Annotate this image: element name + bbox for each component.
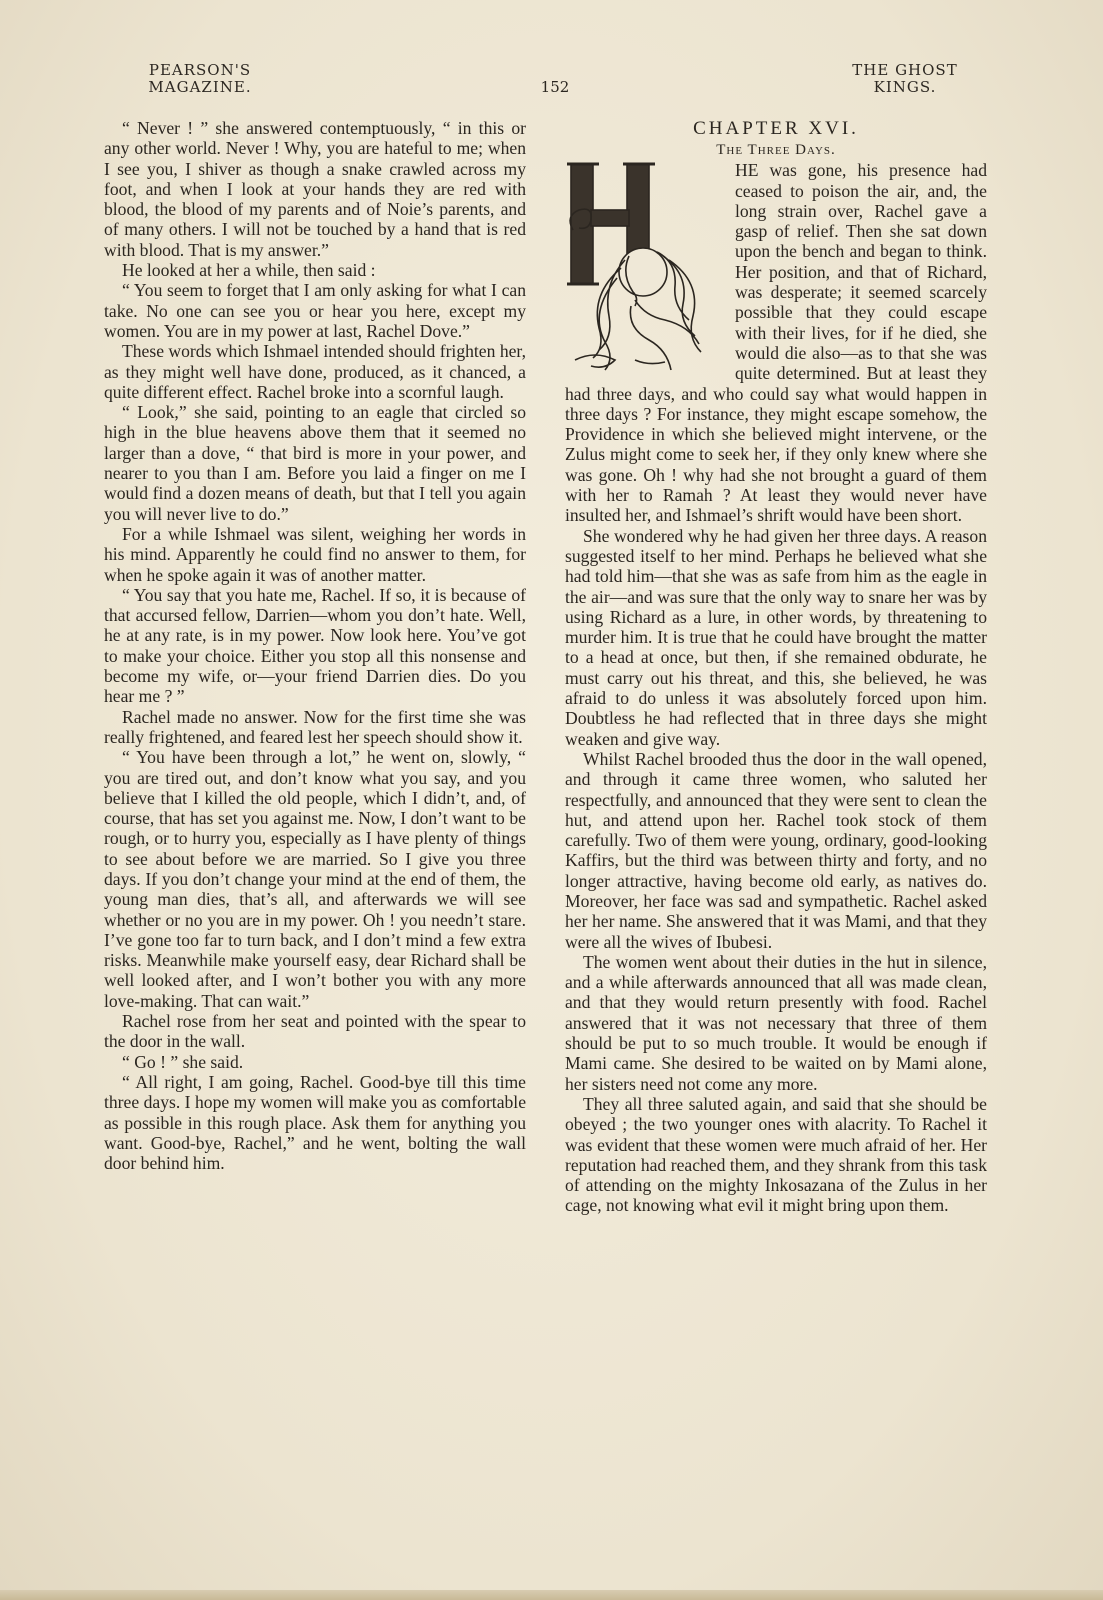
- paragraph: “ You have been through a lot,” he went on, slowly, “ you are tired out, and don’t know what you say, and you believe that I killed the old people, which I didn’t, and, of course, that has set you against me. Now, I don’t want to be rough, or to hurry you, especially as I have plenty of things to see about before we are married. So I give you three days. If you don’t change your mind at the end of them, the young man dies, that’s all, and afterwards we will see whether or no you are in my power. Oh ! you needn’t stare. I’ve gone too far to turn back, and I don’t mind a few extra risks. Meanwhile make yourself easy, dear Richard shall be well looked after, and I won’t bother you with any more love-making. That can wait.”: [104, 747, 526, 1011]
- paragraph: For a while Ishmael was silent, weighing her words in his mind. Apparently he could find no answer to them, for when he spoke again it was of another matter.: [104, 523, 526, 585]
- paragraph: “ Look,” she said, pointing to an eagle that circled so high in the blue heavens above them that it seemed no larger than a dove, “ that bird is more in your power, and nearer to you than I am. Before you laid a finger on me I would find a dozen means of death, but that I tell you again you will never live to do.”: [104, 402, 526, 524]
- paragraph: He looked at her a while, then said :: [122, 260, 376, 281]
- chapter-heading: CHAPTER XVI.: [693, 118, 859, 139]
- paragraph: “ All right, I am going, Rachel. Good-bye till this time three days. I hope my women will make you as comfortable as possible in this rough place. Ask them for anything you want. Good-bye, Rachel,” and he went, bolting the wall door behind him.: [104, 1071, 526, 1174]
- paragraph: They all three saluted again, and said that she should be obeyed ; the two younger ones with alacrity. To Rachel it was evident that these women were much afraid of her. Her reputation had reached them, and they shrank from this task of attending on the mighty Inkosazana of the Zulus in her cage, not knowing what evil it might bring upon them.: [565, 1093, 987, 1216]
- drop-cap-illustration: [565, 160, 725, 378]
- page-number: 152: [540, 78, 570, 96]
- paragraph: She wondered why he had given her three days. A reason suggested itself to her mind. Perhaps he believed what she had told him—that she was as safe from him as the eagle in the air—and was sure that the only way to snare her was by using Richard as a lure, in other words, by threatening to murder him. It is true that he could have brought the matter to a head at once, but then, if she remained obdurate, he must carry out his threat, and this, she believed, he was afraid to do unless it was absolutely forced upon him. Doubtless he had reflected that in three days she might weaken and give way.: [565, 525, 987, 749]
- paragraph: These words which Ishmael intended should frighten her, as they might well have done, produced, as it chanced, a quite different effect. Rachel broke into a scornful laugh.: [104, 341, 526, 402]
- story-title-line2: KINGS.: [873, 78, 937, 96]
- paragraph: Rachel made no answer. Now for the first time she was really frightened, and feared lest her speech should show it.: [104, 706, 526, 747]
- paragraph: “ You seem to forget that I am only asking for what I can take. No one can see you or hear you here, except my women. You are in my power at last, Rachel Dove.”: [104, 280, 526, 341]
- chapter-subtitle: The Three Days.: [716, 142, 836, 158]
- left-column: [104, 118, 526, 1173]
- paragraph: “ Go ! ” she said.: [122, 1051, 244, 1072]
- magazine-name-line2: MAGAZINE.: [148, 78, 252, 96]
- paragraph: “ Never ! ” she answered contemptuously, “ in this or any other world. Never ! Why, you are hateful to me; when I see you, I shiver as though a snake crawled across my foot, and when I look at your hands they are red with blood, the blood of my parents and of Noie’s parents, and of many others. I will not be touched by a hand that is red with blood. That is my answer.”: [104, 118, 526, 260]
- ornamental-initial-h-icon: [565, 160, 725, 378]
- story-title: THE GHOST: [852, 61, 958, 79]
- paragraph: “ You say that you hate me, Rachel. If so, it is because of that accursed fellow, Darrien—whom you don’t hate. Well, he at any rate, is in my power. Now look here. You’ve got to make your choice. Either you stop all this nonsense and become my wife, or—your friend Darrien dies. Do you hear me ? ”: [104, 584, 526, 707]
- magazine-name: PEARSON'S: [148, 61, 252, 79]
- right-column: [565, 118, 987, 1216]
- page-edge: [0, 1590, 1103, 1600]
- paragraph: Whilst Rachel brooded thus the door in the wall opened, and through it came three women, who saluted her respectfully, and announced that they were sent to clean the hut, and attend upon her. Rachel took stock of them carefully. Two of them were young, ordinary, good-looking Kaffirs, but the third was between thirty and forty, and no longer attractive, having become old early, as natives do. Moreover, her face was sad and sympathetic. Rachel asked her her name. She answered that it was Mami, and that they were all the wives of Ibubesi.: [565, 748, 987, 952]
- paragraph: Rachel rose from her seat and pointed with the spear to the door in the wall.: [104, 1011, 526, 1052]
- paragraph: HE was gone, his presence had ceased to poison the air, and, the long strain over, Rachel gave a gasp of relief. Then she sat down upon the bench and began to think. Her position, and that of Richard, was desperate; it seemed scarcely possible that they could escape with their lives, for if he died, she would die also—as to that she was quite determined. But at least they had three days, and who could say what would happen in three days ? For instance, they might escape somehow, the Providence in which she believed might intervene, or the Zulus might come to seek her, if they only knew where she was gone. Oh ! why had she not brought a guard of them with her to Ramah ? At least they would never have insulted her, and Ishmael’s shrift would have been short.: [565, 160, 987, 526]
- running-head-right: [785, 62, 1025, 96]
- paragraph: The women went about their duties in the hut in silence, and a while afterwards announced that all was made clean, and that they would return presently with food. Rachel answered that it was not necessary that three of them should be put to so much trouble. It would be enough if Mami came. She desired to be waited on by Mami alone, her sisters need not come any more.: [565, 951, 987, 1094]
- running-head-left: [80, 62, 320, 96]
